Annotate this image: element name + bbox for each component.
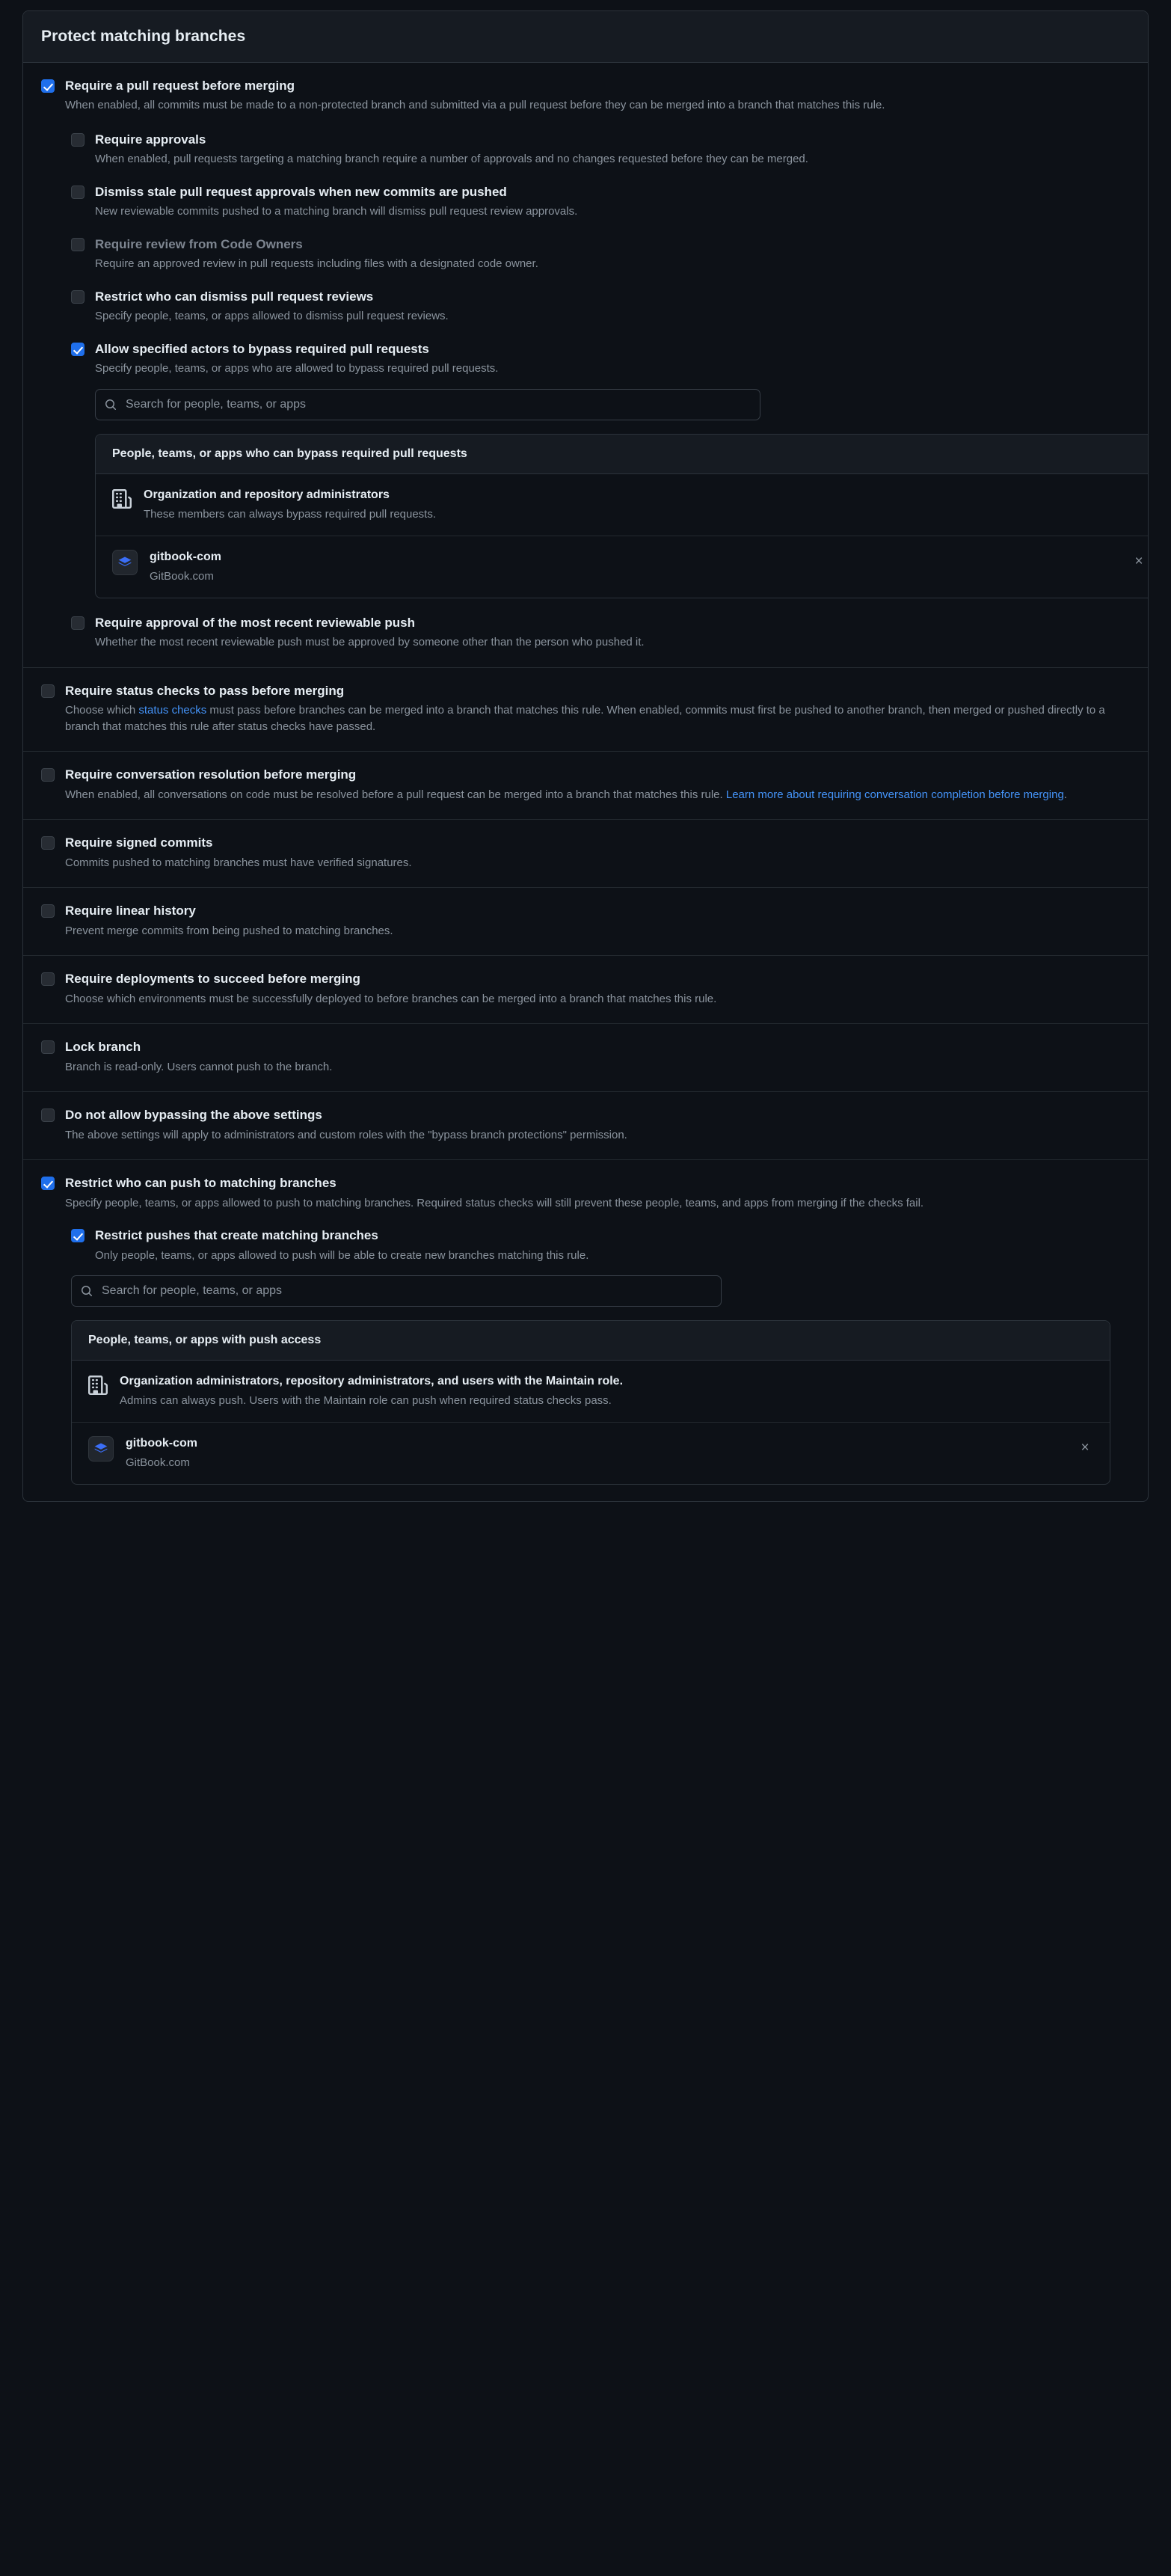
deployments-checkbox[interactable] — [41, 972, 55, 986]
list-item-title: gitbook-com — [150, 550, 221, 563]
allow-bypass-label: Allow specified actors to bypass required pull requests — [95, 342, 429, 356]
sub-dismiss-stale-approvals — [71, 184, 1130, 220]
sub-restrict-pushes-create — [71, 1227, 1130, 1263]
signed-commits-label: Require signed commits — [65, 835, 213, 850]
recent-push-row[interactable] — [71, 615, 1130, 651]
recent-push-label: Require approval of the most recent reviewable push — [95, 615, 415, 630]
list-item — [72, 1423, 1110, 1484]
section-lock-branch — [23, 1024, 1148, 1092]
bypass-search-box[interactable] — [95, 389, 760, 420]
gitbook-app-icon — [88, 1436, 114, 1462]
linear-history-description: Prevent merge commits from being pushed to matching branches. — [65, 924, 393, 937]
dismiss-stale-checkbox[interactable] — [71, 185, 84, 199]
bypass-list-card — [95, 434, 1149, 598]
restrict-create-label: Restrict pushes that create matching branches — [95, 1228, 378, 1243]
sub-require-code-owners — [71, 236, 1130, 272]
list-item-title: Organization and repository administrators — [144, 488, 390, 501]
restrict-dismiss-checkbox[interactable] — [71, 290, 84, 304]
protect-matching-branches-panel — [22, 10, 1149, 1502]
code-owners-description: Require an approved review in pull requests including files with a designated code owner. — [95, 257, 538, 271]
no-bypass-label: Do not allow bypassing the above settings — [65, 1108, 322, 1123]
bypass-search-input[interactable] — [124, 397, 751, 412]
desc-part-2: must pass before branches can be merged into a branch that matches this rule. When enabled, commits must first be pushed to another branch, then merged or pushed directly to a branch that matches this rule after status checks have passed. — [65, 703, 1105, 733]
no-bypass-description: The above settings will apply to administrators and custom roles with the "bypass branch protections" permission. — [65, 1128, 627, 1141]
list-item-subtitle: GitBook.com — [126, 1456, 190, 1469]
require-pull-request-row[interactable] — [41, 78, 1130, 114]
section-signed-commits — [23, 820, 1148, 888]
desc-part-1: When enabled, all conversations on code must be resolved before a pull request can be merged into a branch that matches this rule. — [65, 788, 726, 801]
status-checks-row[interactable] — [41, 683, 1130, 735]
require-approvals-row[interactable] — [71, 132, 1130, 168]
conversation-description — [65, 787, 1067, 803]
status-checks-link[interactable]: status checks — [138, 703, 207, 717]
conversation-label: Require conversation resolution before merging — [65, 767, 357, 782]
close-icon[interactable]: × — [1134, 553, 1143, 569]
require-pull-request-label: Require a pull request before merging — [65, 79, 295, 93]
search-icon — [81, 1285, 93, 1297]
restrict-create-checkbox[interactable] — [71, 1229, 84, 1242]
signed-commits-row[interactable] — [41, 835, 1130, 871]
code-owners-checkbox[interactable] — [71, 238, 84, 251]
list-item-subtitle: Admins can always push. Users with the Maintain role can push when required status checks pass. — [120, 1394, 612, 1408]
dismiss-stale-label: Dismiss stale pull request approvals when new commits are pushed — [95, 185, 507, 199]
gitbook-app-icon — [112, 550, 138, 575]
allow-bypass-checkbox[interactable] — [71, 343, 84, 356]
deployments-description: Choose which environments must be successfully deployed to before branches can be merged into a branch that matches this rule. — [65, 992, 717, 1005]
require-pull-request-checkbox[interactable] — [41, 79, 55, 93]
sub-require-approvals — [71, 132, 1130, 168]
bypass-list-title: People, teams, or apps who can bypass required pull requests — [96, 435, 1149, 474]
deployments-label: Require deployments to succeed before merging — [65, 972, 360, 987]
panel-header — [23, 11, 1148, 63]
restrict-create-row[interactable] — [71, 1227, 1130, 1263]
list-item — [96, 474, 1149, 536]
status-checks-description — [65, 702, 1130, 735]
linear-history-checkbox[interactable] — [41, 904, 55, 918]
lock-branch-row[interactable] — [41, 1039, 1130, 1075]
push-search-box[interactable] — [71, 1275, 722, 1307]
linear-history-row[interactable] — [41, 903, 1130, 939]
close-icon[interactable]: × — [1081, 1440, 1089, 1456]
push-access-block — [71, 1275, 1130, 1485]
push-search-input[interactable] — [100, 1284, 712, 1298]
list-item — [72, 1361, 1110, 1423]
allow-bypass-description: Specify people, teams, or apps who are allowed to bypass required pull requests. — [95, 362, 499, 375]
section-require-pull-request — [23, 63, 1148, 668]
list-item-subtitle: These members can always bypass required pull requests. — [144, 507, 437, 521]
require-pull-request-description: When enabled, all commits must be made to a non-protected branch and submitted via a pull request before they can be merged into a branch that matches this rule. — [65, 99, 885, 112]
signed-commits-checkbox[interactable] — [41, 836, 55, 850]
conversation-learn-more-link[interactable]: Learn more about requiring conversation completion before merging — [725, 788, 1064, 801]
linear-history-label: Require linear history — [65, 904, 196, 919]
sub-require-recent-push-approval — [71, 615, 1130, 651]
deployments-row[interactable] — [41, 971, 1130, 1007]
no-bypass-row[interactable] — [41, 1107, 1130, 1143]
section-status-checks — [23, 668, 1148, 752]
status-checks-checkbox[interactable] — [41, 684, 55, 698]
organization-icon — [88, 1376, 108, 1399]
section-restrict-push — [23, 1160, 1148, 1501]
lock-branch-description: Branch is read-only. Users cannot push to the branch. — [65, 1060, 333, 1073]
restrict-push-description: Specify people, teams, or apps allowed to push to matching branches. Required status checks will still prevent these people, teams, and apps from merging if the checks fail. — [65, 1196, 924, 1209]
dismiss-stale-description: New reviewable commits pushed to a matching branch will dismiss pull request review approvals. — [95, 205, 578, 218]
restrict-dismiss-label: Restrict who can dismiss pull request reviews — [95, 289, 374, 304]
conversation-row[interactable] — [41, 767, 1130, 803]
require-approvals-checkbox[interactable] — [71, 133, 84, 147]
section-linear-history — [23, 888, 1148, 956]
sub-allow-bypass — [71, 341, 1143, 598]
desc-part-2: . — [1063, 788, 1067, 801]
dismiss-stale-row[interactable] — [71, 184, 1130, 220]
require-approvals-description: When enabled, pull requests targeting a matching branch require a number of approvals and no changes requested before they can be merged. — [95, 153, 808, 166]
recent-push-checkbox[interactable] — [71, 616, 84, 630]
list-item-title: Organization administrators, repository administrators, and users with the Maintain role. — [120, 1375, 624, 1388]
organization-icon — [112, 489, 132, 512]
recent-push-description: Whether the most recent reviewable push must be approved by someone other than the person who pushed it. — [95, 635, 645, 648]
restrict-push-label: Restrict who can push to matching branches — [65, 1176, 336, 1191]
lock-branch-checkbox[interactable] — [41, 1040, 55, 1054]
lock-branch-label: Lock branch — [65, 1040, 141, 1055]
code-owners-label: Require review from Code Owners — [95, 237, 303, 251]
push-access-list-title: People, teams, or apps with push access — [72, 1321, 1110, 1361]
desc-part-1: Choose which — [65, 703, 139, 717]
sub-restrict-dismiss-reviews — [71, 289, 1130, 325]
restrict-dismiss-row[interactable] — [71, 289, 1130, 325]
search-icon — [105, 399, 117, 411]
signed-commits-description: Commits pushed to matching branches must have verified signatures. — [65, 856, 412, 869]
require-approvals-label: Require approvals — [95, 132, 206, 147]
section-deployments — [23, 956, 1148, 1024]
section-no-bypass — [23, 1092, 1148, 1160]
restrict-push-row[interactable] — [41, 1175, 1130, 1211]
section-conversation-resolution — [23, 752, 1148, 820]
list-item-subtitle: GitBook.com — [150, 569, 214, 583]
page-title: Protect matching branches — [41, 28, 246, 45]
no-bypass-checkbox[interactable] — [41, 1108, 55, 1122]
list-item — [96, 536, 1149, 598]
restrict-create-description: Only people, teams, or apps allowed to push will be able to create new branches matching this rule. — [95, 1248, 589, 1262]
restrict-dismiss-description: Specify people, teams, or apps allowed to dismiss pull request reviews. — [95, 310, 449, 323]
push-access-list-card — [71, 1320, 1110, 1485]
list-item-title: gitbook-com — [126, 1437, 197, 1450]
allow-bypass-row[interactable] — [71, 341, 1143, 598]
status-checks-label: Require status checks to pass before merging — [65, 683, 345, 698]
code-owners-row[interactable] — [71, 236, 1130, 272]
conversation-checkbox[interactable] — [41, 768, 55, 782]
restrict-push-checkbox[interactable] — [41, 1177, 55, 1190]
